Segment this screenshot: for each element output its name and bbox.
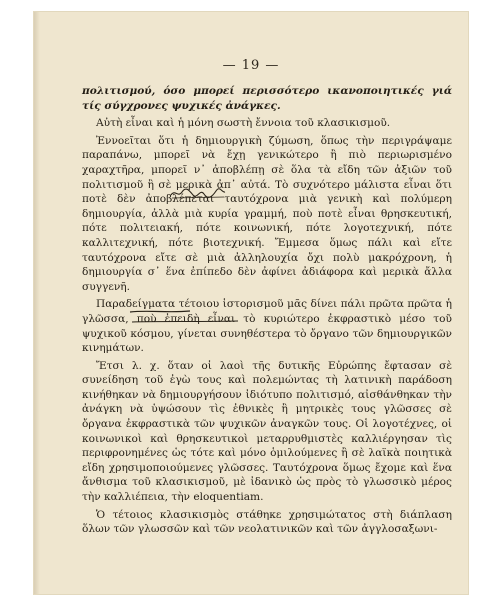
- pen-underline-mark: [128, 306, 248, 324]
- paragraph-6: Ὁ τέτοιος κλασικισμὸς στάθηκε χρησιμώτατος στὴ διάπλαση ὅλων τῶν γλωσσῶν καὶ τῶν νεολατινικῶν καὶ τῶν ἀγγλοσαξωνι-: [82, 508, 452, 536]
- paragraph-1-bold: πολιτισμού, όσο μπορεί περισσότερο ικανοποιητικές γιά τίς σύγχρονες ψυχικές ἀνάγκες.: [82, 85, 452, 112]
- document-page: [34, 12, 468, 594]
- handwritten-annotation: [169, 186, 227, 200]
- paragraph-2: Αὐτὴ εἶναι καὶ ἡ μόνη σωστὴ ἔννοια τοῦ κλασικισμοῦ.: [96, 117, 391, 130]
- paragraph-5: Ἔτσι λ. χ. ὅταν οἱ λαοὶ τῆς δυτικῆς Εὐρώπης ἔφτασαν σὲ συνείδηση τοῦ ἐγὼ τους καὶ πολεμώντας τὴ λατινικὴ παράδοση κινήθηκαν νὰ δημιουργήσουν ἰδιότυπο πολιτισμό, αἰσθάνθηκαν τὴν ἀνάγκη νὰ ὑψώσουν τὶς ἐθνικὲς ἢ μητρικὲς τους γλῶσσες σὲ ὄργανα ἐκφραστικὰ τῶν ψυχικῶν ἀναγκῶν τους. Οἱ λογοτέχνες, οἱ κοινωνικοὶ καὶ θρησκευτικοὶ μεταρρυθμιστὲς καλλιέργησαν τὶς περιφρονημένες ὡς τότε καὶ μόνο ὁμιλούμενες ἢ σὲ λαϊκὰ ποιητικὰ εἴδη χρησιμοποιούμενες γλῶσσες. Ταυτόχρονα ὅμως ἔχομε καὶ ἕνα ἄνθισμα τοῦ κλασικισμοῦ, μὲ ἰδανικὸ ὡς πρὸς τὸ γλωσσικὸ μέρος τὴν καλλιέπεια, τὴν eloquentiam.: [82, 359, 452, 504]
- paragraph-1: [82, 84, 452, 113]
- paragraph-3: Ἐννοεῖται ὅτι ἡ δημιουργικὴ ζύμωση, ὅπως τὴν περιγράψαμε παραπάνω, μπορεῖ νὰ ἔχῃ γενικώτερο ἢ πιὸ περιωρισμένο χαραχτῆρα, μπορεῖ ν᾿ ἀποβλέπῃ σὲ ὅλα τὰ εἴδη τῶν ἀξιῶν τοῦ πολιτισμοῦ ἢ σὲ μερικὰ ἀπ᾿ αὐτά. Τὸ συχνότερο μάλιστα εἶναι ὅτι ποτὲ δὲν ἀποβλέπεται ταυτόχρονα μιὰ γενικὴ καὶ πολύμερη δημιουργία, ἀλλὰ μιὰ κυρία γραμμή, ποὺ ποτὲ εἶναι θρησκευτική, πότε πολιτειακή, πότε κοινωνική, πότε λογοτεχνική, πότε καλλιτεχνική, πότε βιοτεχνική. Ἔμμεσα ὅμως πάλι καὶ εἴτε ταυτόχρονα εἴτε σὲ μιὰ ἀλληλουχία ὄχι πολὺ μακρόχρονη, ἡ δημιουργία σ᾿ ἕνα ἐπίπεδο δὲν ἀφίνει ἀδιάφορα καὶ μερικὰ ἄλλα συγγενῆ.: [82, 134, 452, 293]
- handwriting-scribble-icon: [169, 186, 227, 200]
- underline-stroke-icon: [128, 306, 248, 324]
- page-edge-shadow: [34, 12, 40, 594]
- paragraph-4: Παραδείγματα τέτοιου ἱστορισμοῦ μᾶς δίνει πάλι πρῶτα πρῶτα ἡ γλῶσσα, ποὺ ἐπειδὴ εἶναι τὸ κυριώτερο ἐκφραστικὸ μέσο τοῦ ψυχικοῦ κόσμου, γίνεται συνηθέστερα τὸ ὄργανο τῶν δημιουργικῶν κινημάτων.: [82, 298, 452, 355]
- page-number: — 19 —: [222, 58, 280, 73]
